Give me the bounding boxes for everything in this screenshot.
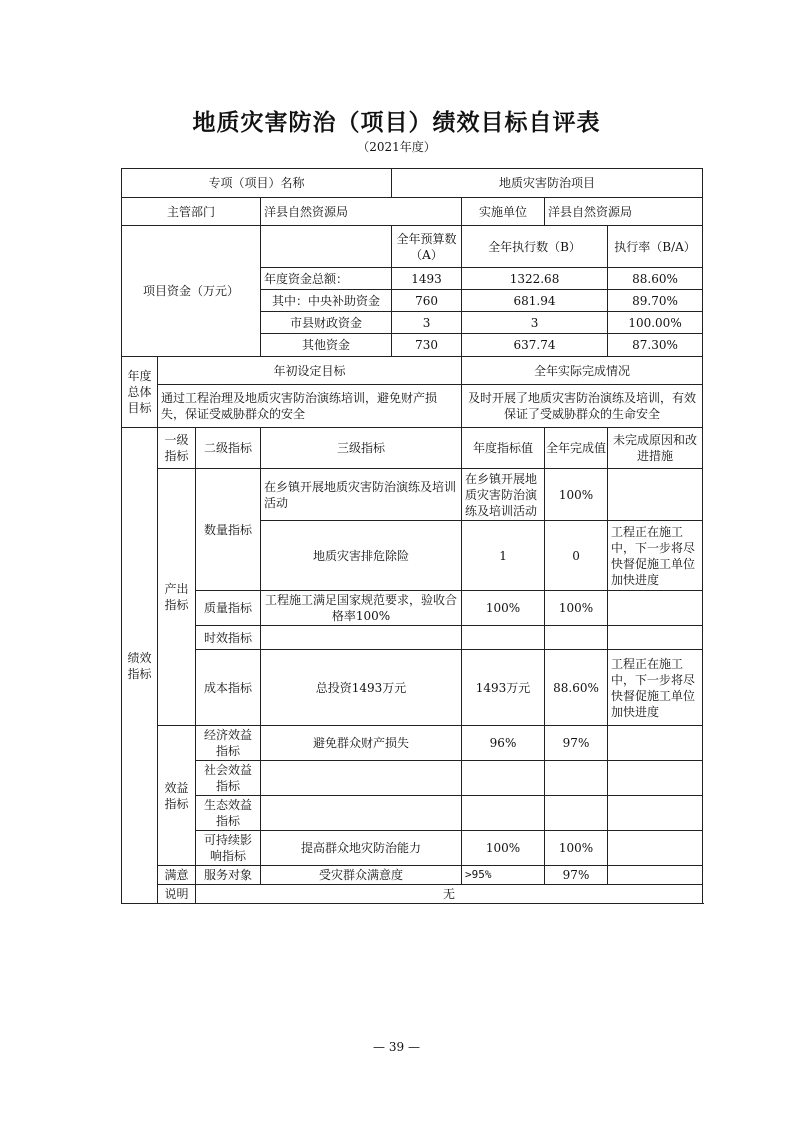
time-target bbox=[462, 626, 545, 650]
q2-reason: 工程正在施工中，下一步将尽快督促施工单位加快进度 bbox=[608, 521, 703, 591]
dept-label: 主管部门 bbox=[122, 198, 261, 226]
quality-indicator-label: 质量指标 bbox=[196, 591, 261, 626]
performance-indicators-label: 绩效指标 bbox=[122, 428, 158, 904]
cost-indicator: 总投资1493万元 bbox=[261, 650, 462, 726]
note-value: 无 bbox=[196, 885, 703, 904]
funds-row-executed: 681.94 bbox=[462, 290, 608, 312]
project-name-label: 专项（项目）名称 bbox=[122, 169, 392, 198]
page-subtitle: （2021年度） bbox=[357, 140, 436, 154]
funds-header-budget: 全年预算数（A） bbox=[392, 226, 462, 268]
sustainable-indicator: 提高群众地灾防治能力 bbox=[261, 831, 462, 866]
social-indicator-label: 社会效益指标 bbox=[196, 761, 261, 796]
overall-actual-text: 及时开展了地质灾害防治演练及培训，有效保证了受威胁群众的生命安全 bbox=[462, 385, 703, 428]
social-indicator bbox=[261, 761, 462, 796]
funds-row-budget: 730 bbox=[392, 334, 462, 357]
funds-row-budget: 760 bbox=[392, 290, 462, 312]
quantity-indicator-label: 数量指标 bbox=[196, 469, 261, 591]
benefit-indicators-label: 效益指标 bbox=[158, 726, 196, 866]
funds-row-executed: 1322.68 bbox=[462, 268, 608, 290]
ecological-indicator-label: 生态效益指标 bbox=[196, 796, 261, 831]
time-reason bbox=[608, 626, 703, 650]
page-number: — 39 — bbox=[373, 1040, 420, 1054]
header-reason: 未完成原因和改进措施 bbox=[608, 428, 703, 469]
cost-target: 1493万元 bbox=[462, 650, 545, 726]
sustainable-reason bbox=[608, 831, 703, 866]
q1-reason bbox=[608, 469, 703, 521]
dept-value: 洋县自然资源局 bbox=[261, 198, 462, 226]
overall-goal-label: 年度总体目标 bbox=[122, 357, 158, 428]
header-level3: 三级指标 bbox=[261, 428, 462, 469]
time-actual bbox=[545, 626, 608, 650]
economic-reason bbox=[608, 726, 703, 761]
funds-header-executed: 全年执行数（B） bbox=[462, 226, 608, 268]
funds-header-rate: 执行率（B/A） bbox=[608, 226, 703, 268]
service-reason bbox=[608, 866, 703, 885]
ecological-target bbox=[462, 796, 545, 831]
funds-row-rate: 100.00% bbox=[608, 312, 703, 334]
evaluation-table bbox=[121, 168, 703, 904]
header-level1: 一级指标 bbox=[158, 428, 196, 469]
overall-actual-header: 全年实际完成情况 bbox=[462, 357, 703, 385]
service-target: >95% bbox=[462, 866, 545, 885]
ecological-indicator bbox=[261, 796, 462, 831]
overall-set-text: 通过工程治理及地质灾害防治演练培训，避免财产损失，保证受威胁群众的安全 bbox=[158, 385, 462, 428]
header-actual: 全年完成值 bbox=[545, 428, 608, 469]
social-target bbox=[462, 761, 545, 796]
funds-row-rate: 88.60% bbox=[608, 268, 703, 290]
quality-actual: 100% bbox=[545, 591, 608, 626]
impl-unit-value: 洋县自然资源局 bbox=[545, 198, 703, 226]
header-level2: 二级指标 bbox=[196, 428, 261, 469]
sustainable-actual: 100% bbox=[545, 831, 608, 866]
funds-row-rate: 89.70% bbox=[608, 290, 703, 312]
funds-row-name: 年度资金总额： bbox=[261, 268, 392, 290]
funds-row-executed: 637.74 bbox=[462, 334, 608, 357]
cost-actual: 88.60% bbox=[545, 650, 608, 726]
project-name-value: 地质灾害防治项目 bbox=[392, 169, 703, 198]
impl-unit-label: 实施单位 bbox=[462, 198, 545, 226]
economic-indicator: 避免群众财产损失 bbox=[261, 726, 462, 761]
q1-indicator: 在乡镇开展地质灾害防治演练及培训活动 bbox=[261, 469, 462, 521]
service-indicator-label: 服务对象 bbox=[196, 866, 261, 885]
funds-row-budget: 1493 bbox=[392, 268, 462, 290]
funds-header-blank bbox=[261, 226, 392, 268]
social-reason bbox=[608, 761, 703, 796]
page-title: 地质灾害防治（项目）绩效目标自评表 bbox=[192, 110, 601, 136]
funds-row-name: 其他资金 bbox=[261, 334, 392, 357]
quality-target: 100% bbox=[462, 591, 545, 626]
time-indicator bbox=[261, 626, 462, 650]
cost-reason: 工程正在施工中，下一步将尽快督促施工单位加快进度 bbox=[608, 650, 703, 726]
satisfaction-indicators-label: 满意 bbox=[158, 866, 196, 885]
sustainable-indicator-label: 可持续影响指标 bbox=[196, 831, 261, 866]
quality-indicator: 工程施工满足国家规范要求，验收合格率100% bbox=[261, 591, 462, 626]
q2-actual: 0 bbox=[545, 521, 608, 591]
header-target: 年度指标值 bbox=[462, 428, 545, 469]
note-label: 说明 bbox=[158, 885, 196, 904]
overall-set-header: 年初设定目标 bbox=[158, 357, 462, 385]
service-actual: 97% bbox=[545, 866, 608, 885]
cost-indicator-label: 成本指标 bbox=[196, 650, 261, 726]
economic-actual: 97% bbox=[545, 726, 608, 761]
q1-actual: 100% bbox=[545, 469, 608, 521]
output-indicators-label: 产出指标 bbox=[158, 469, 196, 726]
time-indicator-label: 时效指标 bbox=[196, 626, 261, 650]
q1-target: 在乡镇开展地质灾害防治演练及培训活动 bbox=[462, 469, 545, 521]
quality-reason bbox=[608, 591, 703, 626]
economic-indicator-label: 经济效益指标 bbox=[196, 726, 261, 761]
service-indicator: 受灾群众满意度 bbox=[261, 866, 462, 885]
funds-label: 项目资金（万元） bbox=[122, 226, 261, 357]
q2-indicator: 地质灾害排危除险 bbox=[261, 521, 462, 591]
ecological-reason bbox=[608, 796, 703, 831]
funds-row-name: 其中：中央补助资金 bbox=[261, 290, 392, 312]
funds-row-budget: 3 bbox=[392, 312, 462, 334]
funds-row-rate: 87.30% bbox=[608, 334, 703, 357]
ecological-actual bbox=[545, 796, 608, 831]
funds-row-name: 市县财政资金 bbox=[261, 312, 392, 334]
economic-target: 96% bbox=[462, 726, 545, 761]
funds-row-executed: 3 bbox=[462, 312, 608, 334]
sustainable-target: 100% bbox=[462, 831, 545, 866]
q2-target: 1 bbox=[462, 521, 545, 591]
social-actual bbox=[545, 761, 608, 796]
